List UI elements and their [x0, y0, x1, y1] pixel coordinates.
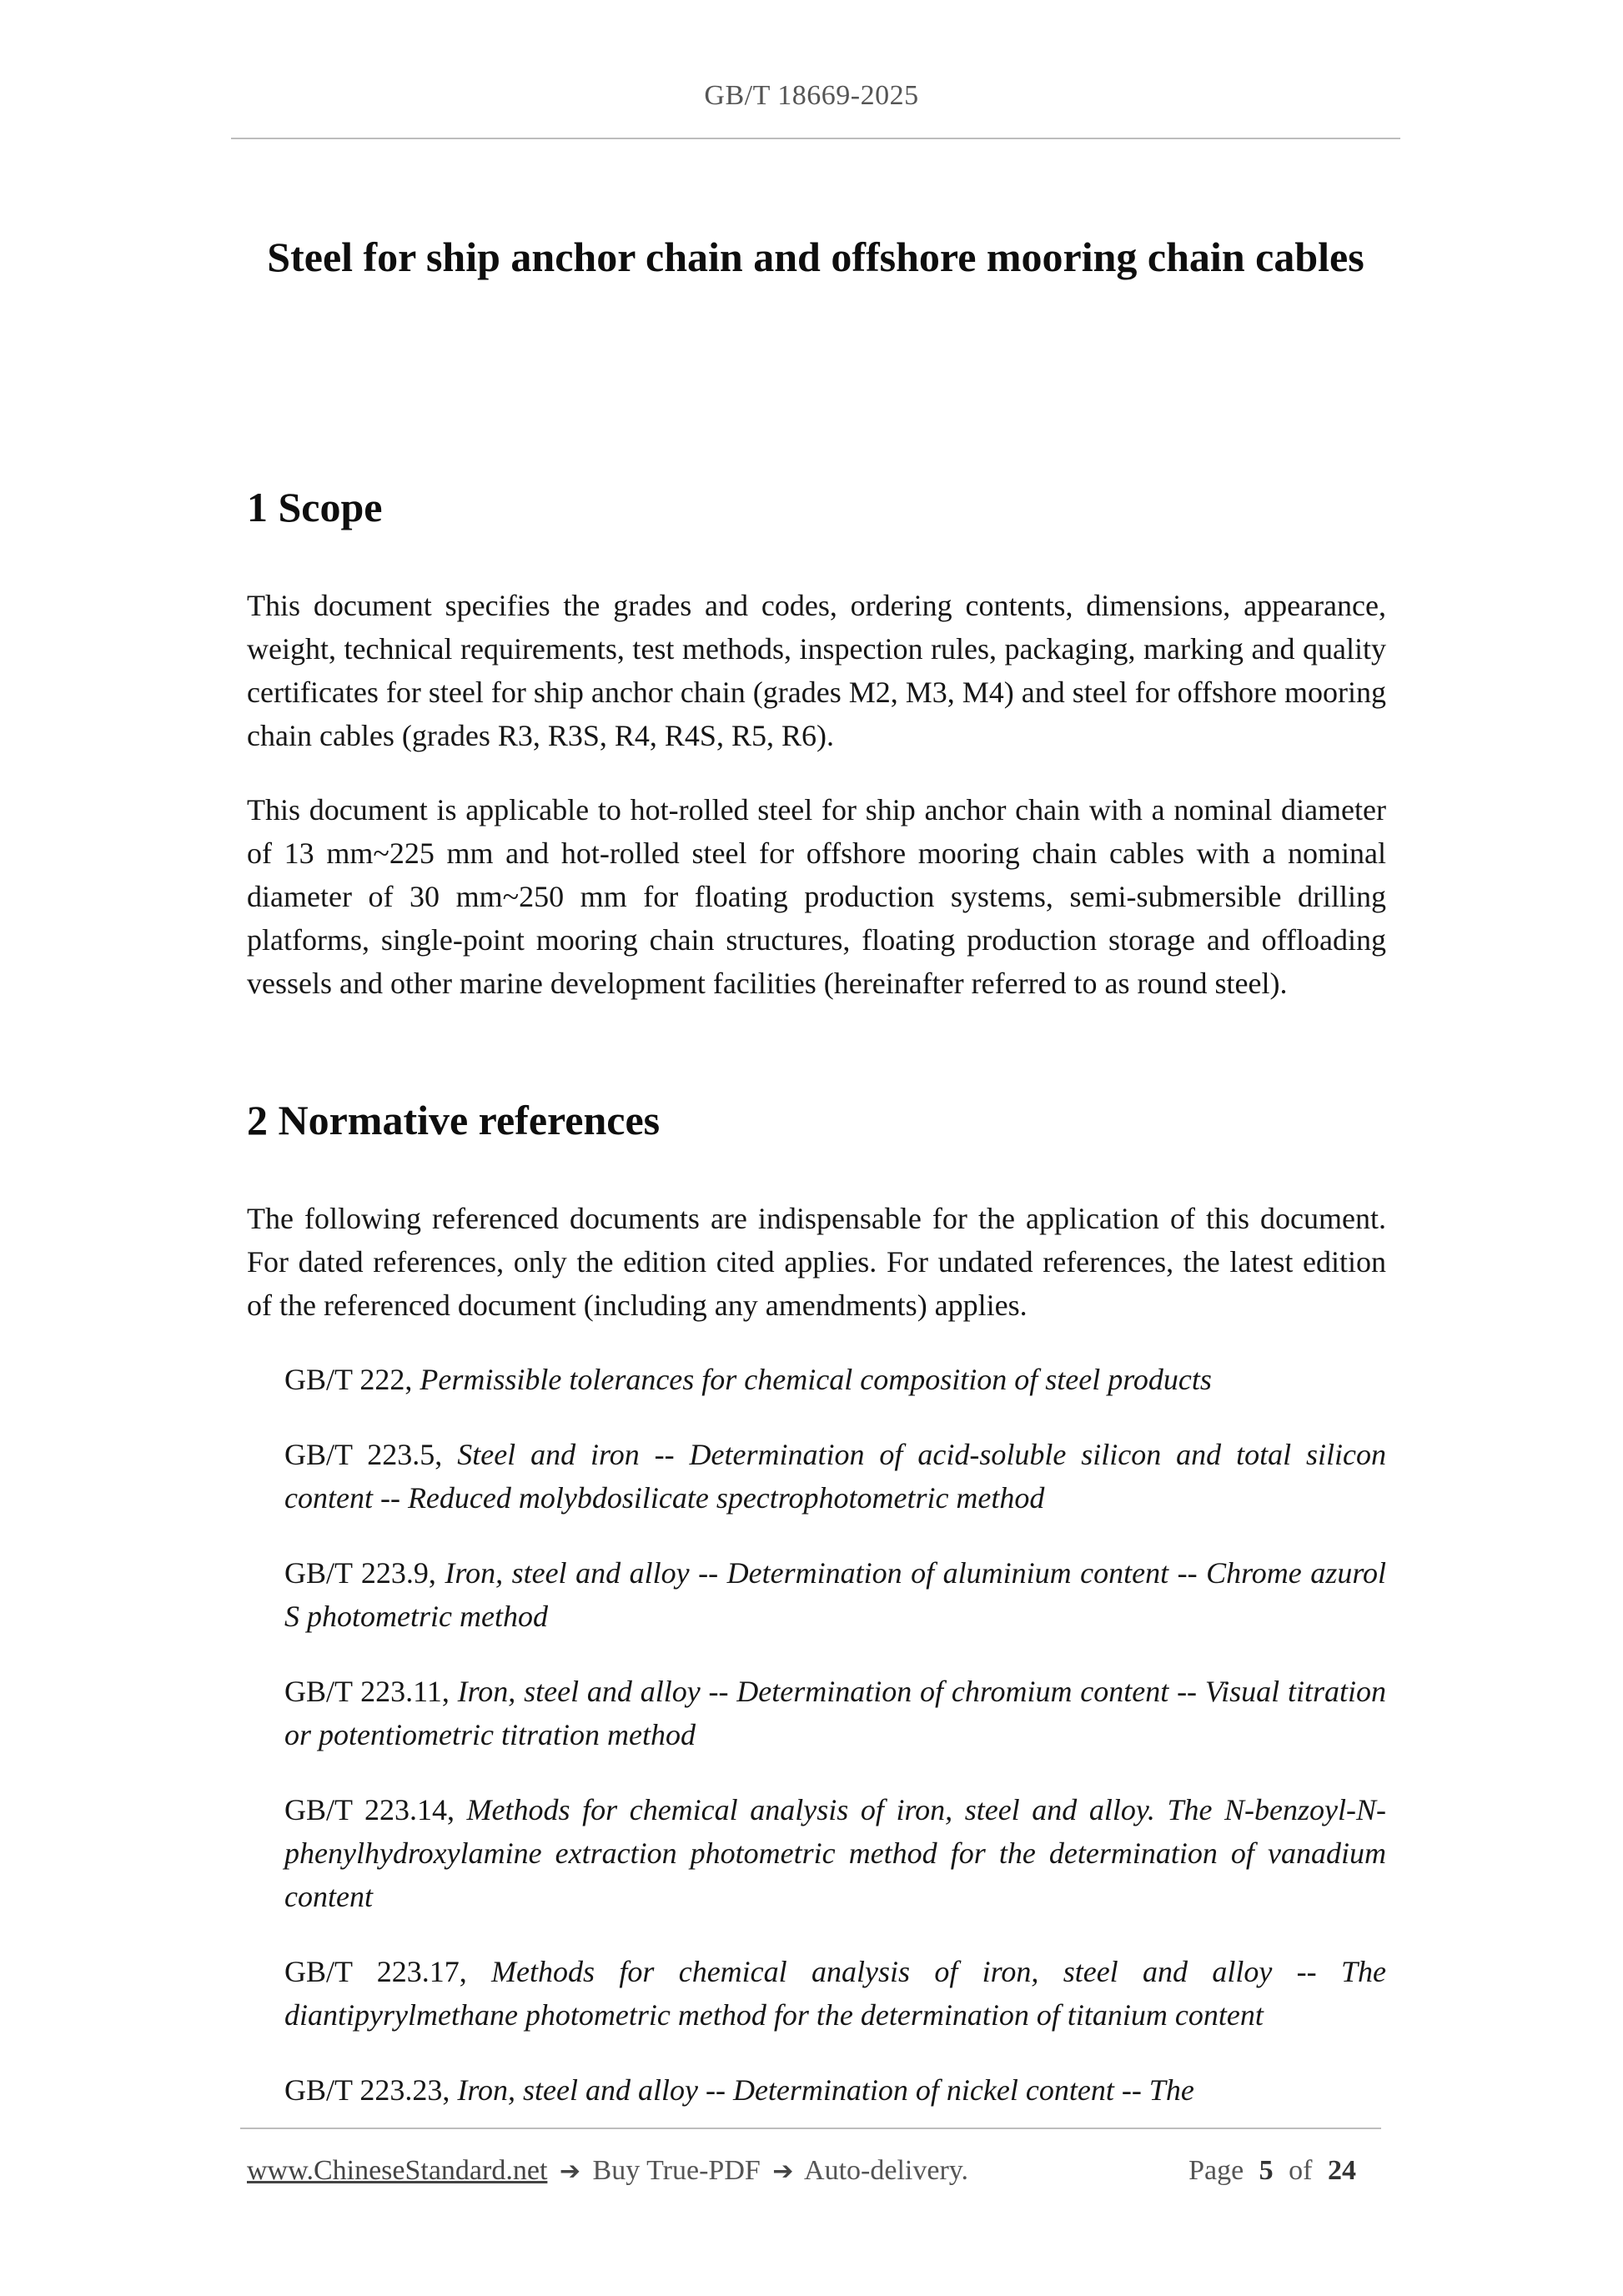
reference-item — [284, 1433, 1386, 1520]
reference-code: GB/T 223.17, — [284, 1955, 467, 1988]
reference-title: Methods for chemical analysis of iron, steel and alloy -- The diantipyrylmethane photometric method for the determination of titanium content — [284, 1955, 1386, 2032]
document-title: Steel for ship anchor chain and offshore mooring chain cables — [267, 233, 1364, 280]
reference-item — [284, 1788, 1386, 1918]
running-header: GB/T 18669-2025 — [704, 80, 919, 111]
footer-divider — [240, 2128, 1381, 2129]
page-current: 5 — [1259, 2155, 1274, 2186]
arrow-right-icon: ➔ — [559, 2157, 581, 2186]
reference-code: GB/T 223.9, — [284, 1556, 436, 1590]
scope-paragraph-1: This document specifies the grades and codes, ordering contents, dimensions, appearance, weight, technical requirements, test methods, inspection rules, packaging, marking and quality certificates for steel for ship anchor chain (grades M2, M3, M4) and steel for offshore mooring chain cables (grades R3, R3S, R4, R4S, R5, R6). — [247, 589, 1386, 752]
arrow-right-icon: ➔ — [772, 2157, 794, 2186]
reference-code: GB/T 223.23, — [284, 2073, 450, 2107]
reference-title: Steel and iron -- Determination of acid-soluble silicon and total silicon content -- Reduced molybdosilicate spectrophotometric method — [284, 1438, 1387, 1515]
reference-list — [284, 1358, 1386, 2143]
normative-references-intro: The following referenced documents are indispensable for the application of this document. For dated references, only the edition cited applies. For undated references, the latest edition of the referenced document (including any amendments) applies. — [247, 1202, 1386, 1322]
reference-title: Iron, steel and alloy -- Determination of nickel content -- The — [457, 2073, 1194, 2107]
header-divider — [231, 138, 1400, 139]
reference-title: Iron, steel and alloy -- Determination of aluminium content -- Chrome azurol S photometric method — [284, 1556, 1386, 1633]
section-heading-scope: 1 Scope — [247, 484, 383, 530]
page-of: of — [1289, 2155, 1313, 2186]
page-label: Page — [1188, 2155, 1244, 2186]
scope-paragraph-2: This document is applicable to hot-rolled steel for ship anchor chain with a nominal diameter of 13 mm~225 mm and hot-rolled steel for offshore mooring chain cables with a nominal diameter of 30 mm~250 mm for floating production systems, semi-submersible drilling platforms, single-point mooring chain structures, floating production storage and offloading vessels and other marine development facilities (hereinafter referred to as round steel). — [247, 793, 1386, 1000]
reference-code: GB/T 223.14, — [284, 1793, 455, 1826]
reference-item — [284, 1670, 1386, 1756]
reference-title: Methods for chemical analysis of iron, steel and alloy. The N-benzoyl-N-phenylhydroxylamine extraction photometric method for the determination of vanadium content — [284, 1793, 1387, 1913]
site-link[interactable]: www.ChineseStandard.net — [247, 2155, 548, 2186]
section-heading-normative-references: 2 Normative references — [247, 1097, 661, 1143]
page-indicator — [1188, 2150, 1364, 2192]
reference-code: GB/T 223.5, — [284, 1438, 443, 1471]
reference-item — [284, 1358, 1386, 1401]
reference-code: GB/T 223.11, — [284, 1675, 450, 1708]
delivery-text: Auto-delivery. — [804, 2155, 969, 2186]
reference-item — [284, 2068, 1386, 2112]
reference-title: Permissible tolerances for chemical composition of steel products — [420, 1363, 1212, 1396]
page-total: 24 — [1328, 2155, 1356, 2186]
reference-item — [284, 1551, 1386, 1638]
buy-text: Buy True-PDF — [592, 2155, 761, 2186]
reference-code: GB/T 222, — [284, 1363, 413, 1396]
reference-item — [284, 1950, 1386, 2037]
footer-promo — [247, 2150, 968, 2193]
reference-title: Iron, steel and alloy -- Determination of chromium content -- Visual titration or potentiometric titration method — [284, 1675, 1387, 1751]
